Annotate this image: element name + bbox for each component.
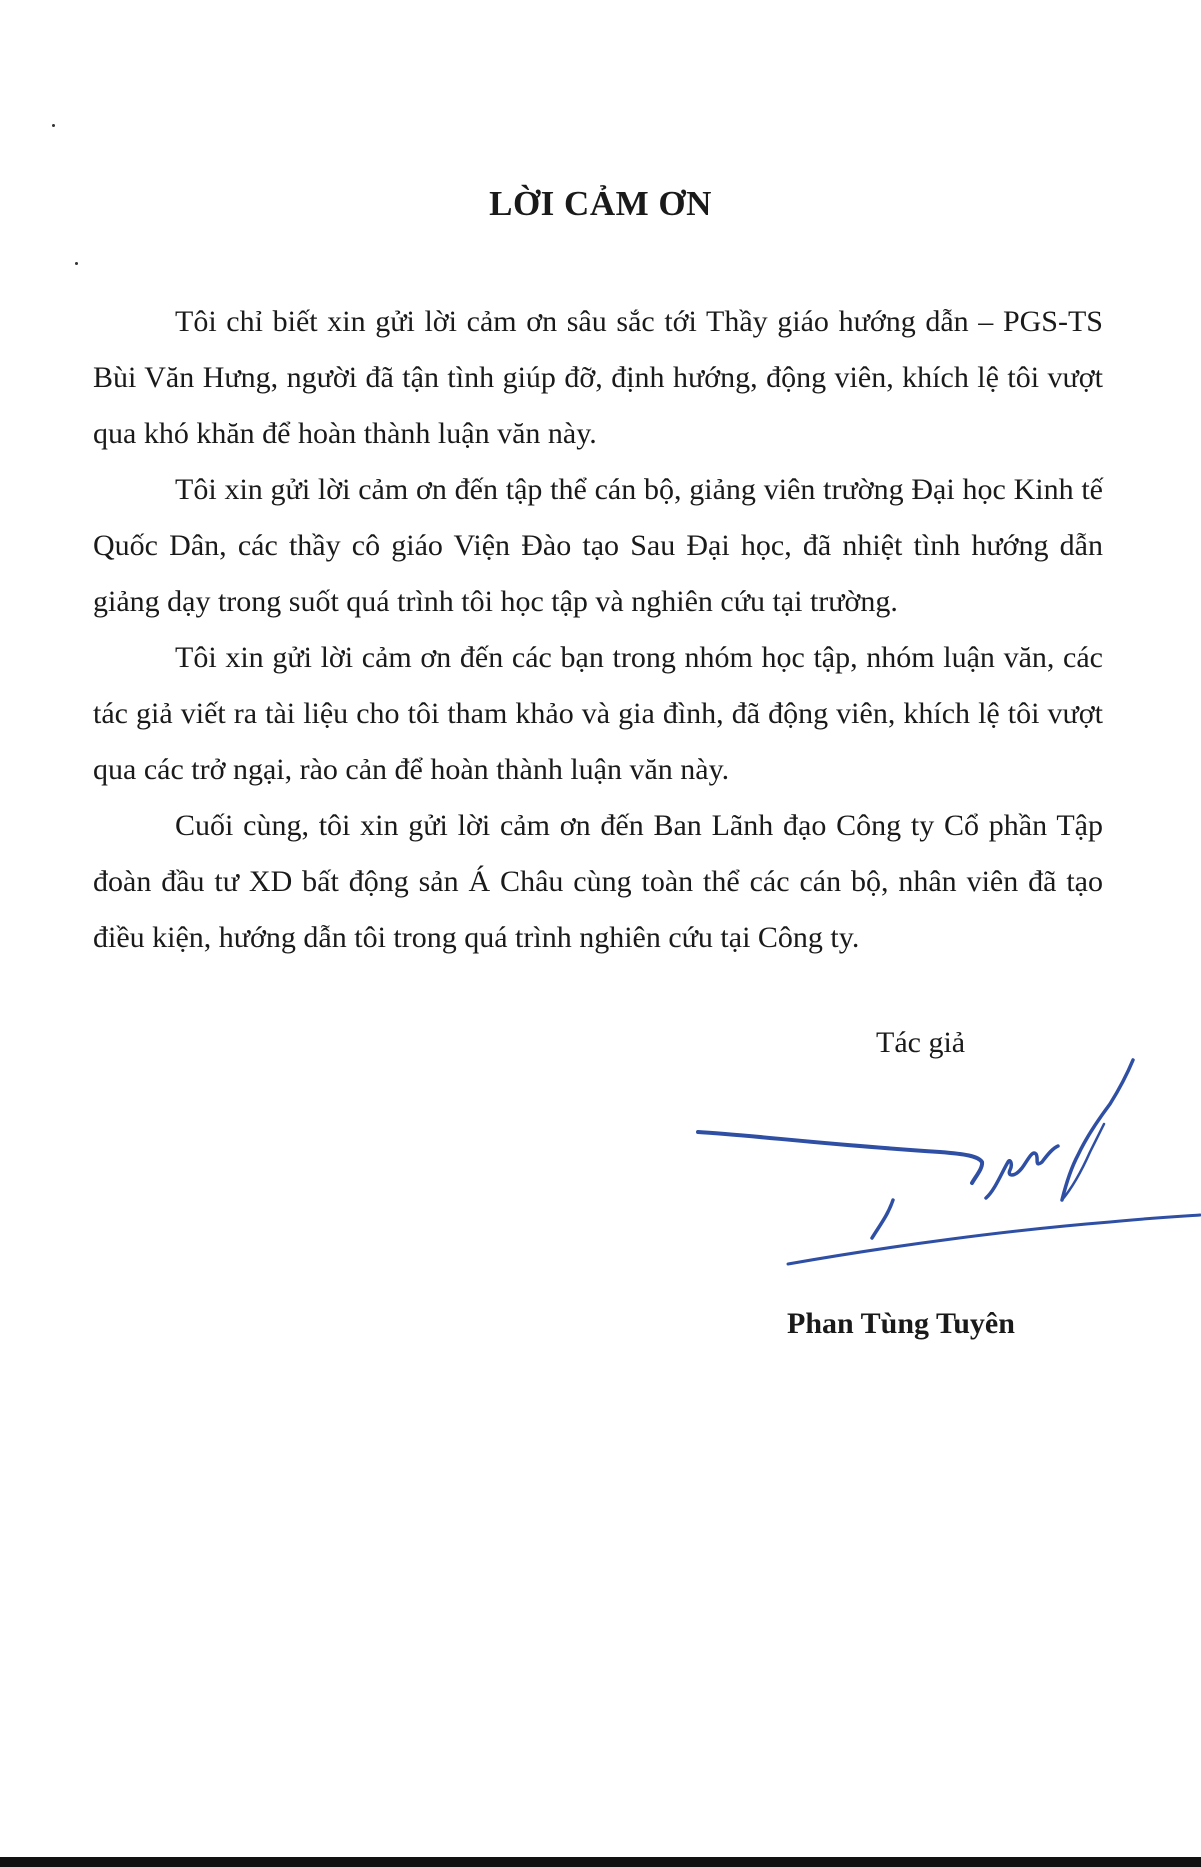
handwritten-signature bbox=[690, 1050, 1201, 1275]
paragraph: Tôi xin gửi lời cảm ơn đến các bạn trong nhóm học tập, nhóm luận văn, các tác giả viết ra tài liệu cho tôi tham khảo và gia đình, đã động viên, khích lệ tôi vượt qua các trở ngại, rào cản để hoàn thành luận văn này. bbox=[93, 641, 1103, 786]
page-bottom-edge bbox=[0, 1857, 1201, 1867]
page-title: LỜI CẢM ƠN bbox=[489, 184, 712, 223]
paragraph: Tôi chỉ biết xin gửi lời cảm ơn sâu sắc tới Thầy giáo hướng dẫn – PGS-TS Bùi Văn Hưng, người đã tận tình giúp đỡ, định hướng, động viên, khích lệ tôi vượt qua khó khăn để hoàn thành luận văn này. bbox=[93, 305, 1103, 450]
author-name: Phan Tùng Tuyên bbox=[787, 1307, 1015, 1340]
paragraph: Cuối cùng, tôi xin gửi lời cảm ơn đến Ban Lãnh đạo Công ty Cổ phần Tập đoàn đầu tư XD bất động sản Á Châu cùng toàn thể các cán bộ, nhân viên đã tạo điều kiện, hướng dẫn tôi trong quá trình nghiên cứu tại Công ty. bbox=[93, 809, 1103, 954]
paragraph: Tôi xin gửi lời cảm ơn đến tập thể cán bộ, giảng viên trường Đại học Kinh tế Quốc Dân, các thầy cô giáo Viện Đào tạo Sau Đại học, đã nhiệt tình hướng dẫn giảng dạy trong suốt quá trình tôi học tập và nghiên cứu tại trường. bbox=[93, 473, 1103, 618]
body-text bbox=[93, 294, 1103, 966]
author-label: Tác giả bbox=[876, 1026, 966, 1059]
scan-speck bbox=[52, 124, 55, 127]
scan-speck bbox=[75, 262, 78, 265]
